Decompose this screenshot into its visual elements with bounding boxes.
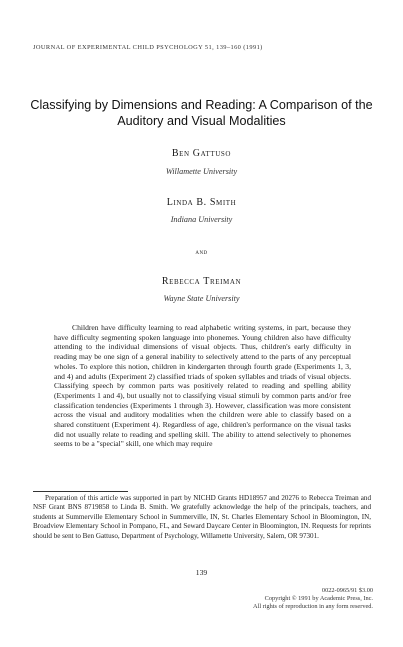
footnote-rule <box>33 491 128 492</box>
copyright-block <box>230 587 373 612</box>
author-name: Rebecca Treiman <box>161 276 242 287</box>
abstract-text: Children have difficulty learning to read alphabetic writing systems, in part, because they have difficulty segmenting spoken language into phonemes. Young children also have difficulty attending to the individual dimensions of visual objects. Thus, children's early difficulty in reading may be one sign of a general inability to selectively attend to the parts of any perceptual wholes. To explore this notion, children in kindergarten through fourth grade (Experiments 1, 3, and 4) and adults (Experiment 2) classified triads of spoken syllables and triads of visual objects. Classifying speech by common parts was positively related to reading and spelling ability (Experiments 1 and 4), but usually not to classifying visual stimuli by common parts and/or free classification tendencies (Experiments 1 through 3). However, classification was more consistent across the visual and auditory modalities when the children were able to classify based on a shared constituent (Experiment 4). Regardless of age, children's performance on the visual tasks did not usually relate to reading and spelling skill. The ability to attend selectively to phonemes seems to be a "special" skill, one which may require <box>54 323 351 449</box>
article-title: Classifying by Dimensions and Reading: A Comparison of the Auditory and Visual Modalities <box>30 98 373 128</box>
and-separator: and <box>195 247 208 256</box>
page-number: 139 <box>195 568 208 577</box>
footnote-text: Preparation of this article was supported in part by NICHD Grants HD18957 and 20276 to Rebecca Treiman and NSF Grant BNS 8719858 to Linda B. Smith. We gratefully acknowledge the help of the principals, teachers, and students at Summerville Elementary School in Summerville, IN, St. Charles Elementary School in Bloomington, IN, Broadview Elementary School in Pompano, FL, and Seward Daycare Center in Bloomington, IN. Requests for reprints should be sent to Ben Gattuso, Department of Psychology, Willamette University, Salem, OR 97301. <box>33 494 371 540</box>
copyright-line: Copyright © 1991 by Academic Press, Inc. <box>264 595 373 603</box>
author-affiliation: Willamette University <box>165 167 238 176</box>
journal-header: JOURNAL OF EXPERIMENTAL CHILD PSYCHOLOGY 51, 139–160 (1991) <box>33 44 263 51</box>
copyright-line: All rights of reproduction in any form reserved. <box>253 603 373 611</box>
author-affiliation: Wayne State University <box>163 294 240 303</box>
author-affiliation: Indiana University <box>170 215 233 224</box>
copyright-line: 0022-0965/91 $3.00 <box>321 587 373 594</box>
author-name: Linda B. Smith <box>166 197 237 208</box>
author-name: Ben Gattuso <box>171 148 232 159</box>
